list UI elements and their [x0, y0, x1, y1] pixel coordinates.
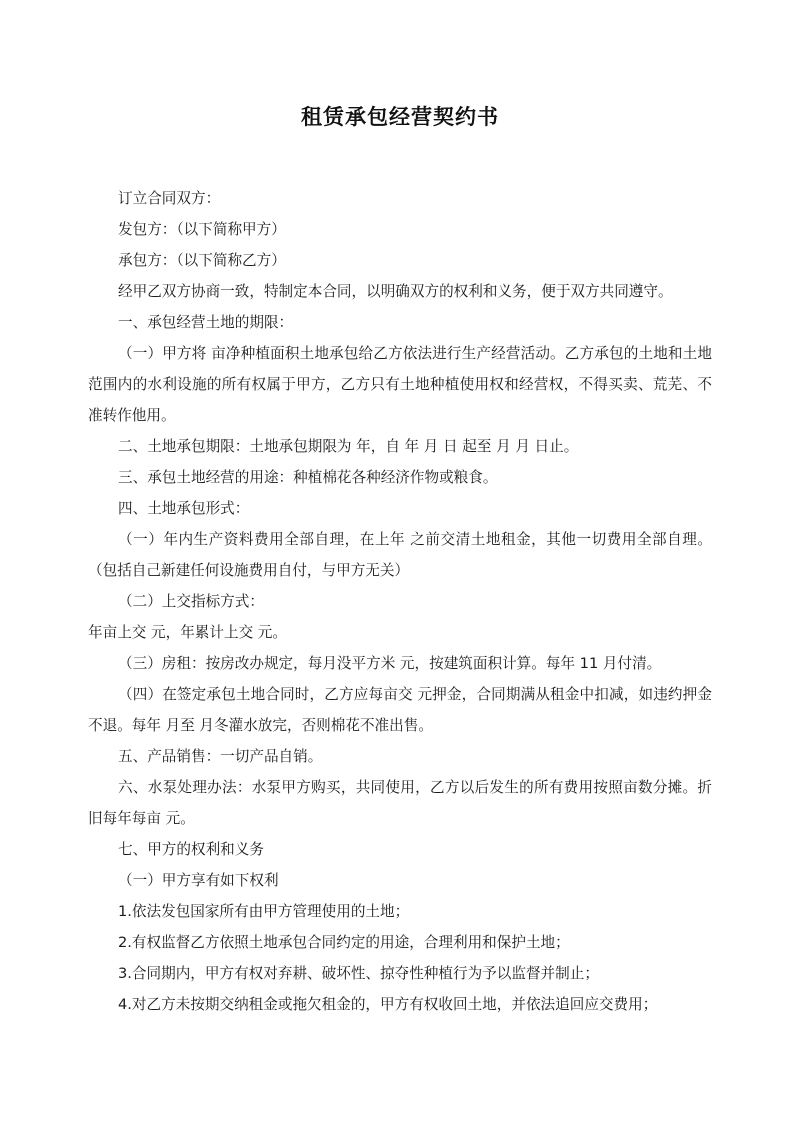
paragraph-rent: （三）房租：按房改办规定，每月没平方米 元，按建筑面积计算。每年 11 月付清。: [118, 655, 662, 672]
list-item-right-1: 1.依法发包国家所有由甲方管理使用的土地；: [118, 903, 410, 920]
paragraph-payment-method: （二）上交指标方式：: [118, 593, 264, 610]
paragraph-land-scope: （一）甲方将 亩净种植面积土地承包给乙方依法进行生产经营活动。乙方承包的土地和土地范围内的水利设施的所有权属于甲方，乙方只有土地种植使用权和经营权，不得买卖、荒芜、不准转作他用。: [88, 345, 712, 424]
paragraph-payment-amount: 年亩上交 元，年累计上交 元。: [88, 624, 287, 641]
list-item-right-4: 4.对乙方未按期交纳租金或拖欠租金的，甲方有权收回土地，并依法追回应交费用；: [118, 996, 658, 1013]
document-body: [88, 183, 712, 1020]
paragraph-costs: （一）年内生产资料费用全部自理，在上年 之前交清土地租金，其他一切费用全部自理。（包括自己新建任何设施费用自付，与甲方无关）: [88, 531, 712, 579]
section-7-heading: 七、甲方的权利和义务: [118, 841, 264, 858]
section-6-pump: 六、水泵处理办法：水泵甲方购买，共同使用，乙方以后发生的所有费用按照亩数分摊。折旧每年每亩 元。: [88, 779, 712, 827]
list-item-right-3: 3.合同期内，甲方有权对弃耕、破坏性、掠夺性种植行为予以监督并制止；: [118, 965, 599, 982]
paragraph-party-a-rights-heading: （一）甲方享有如下权利: [118, 872, 279, 889]
paragraph-party-b: 承包方：（以下简称乙方）: [118, 252, 286, 269]
section-5-sales: 五、产品销售：一切产品自销。: [118, 748, 323, 765]
paragraph-party-a: 发包方：（以下简称甲方）: [118, 221, 286, 238]
section-1-heading: 一、承包经营土地的期限：: [118, 314, 294, 331]
section-3-usage: 三、承包土地经营的用途：种植棉花各种经济作物或粮食。: [118, 469, 498, 486]
section-4-heading: 四、土地承包形式：: [118, 500, 250, 517]
section-2-term: 二、土地承包期限：土地承包期限为 年，自 年 月 日 起至 月 月 日止。: [118, 438, 579, 455]
list-item-right-2: 2.有权监督乙方依照土地承包合同约定的用途，合理利用和保护土地；: [118, 934, 570, 951]
document-title: 租赁承包经营契约书: [301, 105, 499, 129]
paragraph-preamble: 经甲乙双方协商一致，特制定本合同，以明确双方的权利和义务，便于双方共同遵守。: [118, 283, 673, 300]
paragraph-parties-heading: 订立合同双方：: [118, 190, 221, 207]
paragraph-deposit: （四）在签定承包土地合同时，乙方应每亩交 元押金，合同期满从租金中扣减，如违约押金不退。每年 月至 月冬灌水放完，否则棉花不准出售。: [88, 686, 712, 734]
